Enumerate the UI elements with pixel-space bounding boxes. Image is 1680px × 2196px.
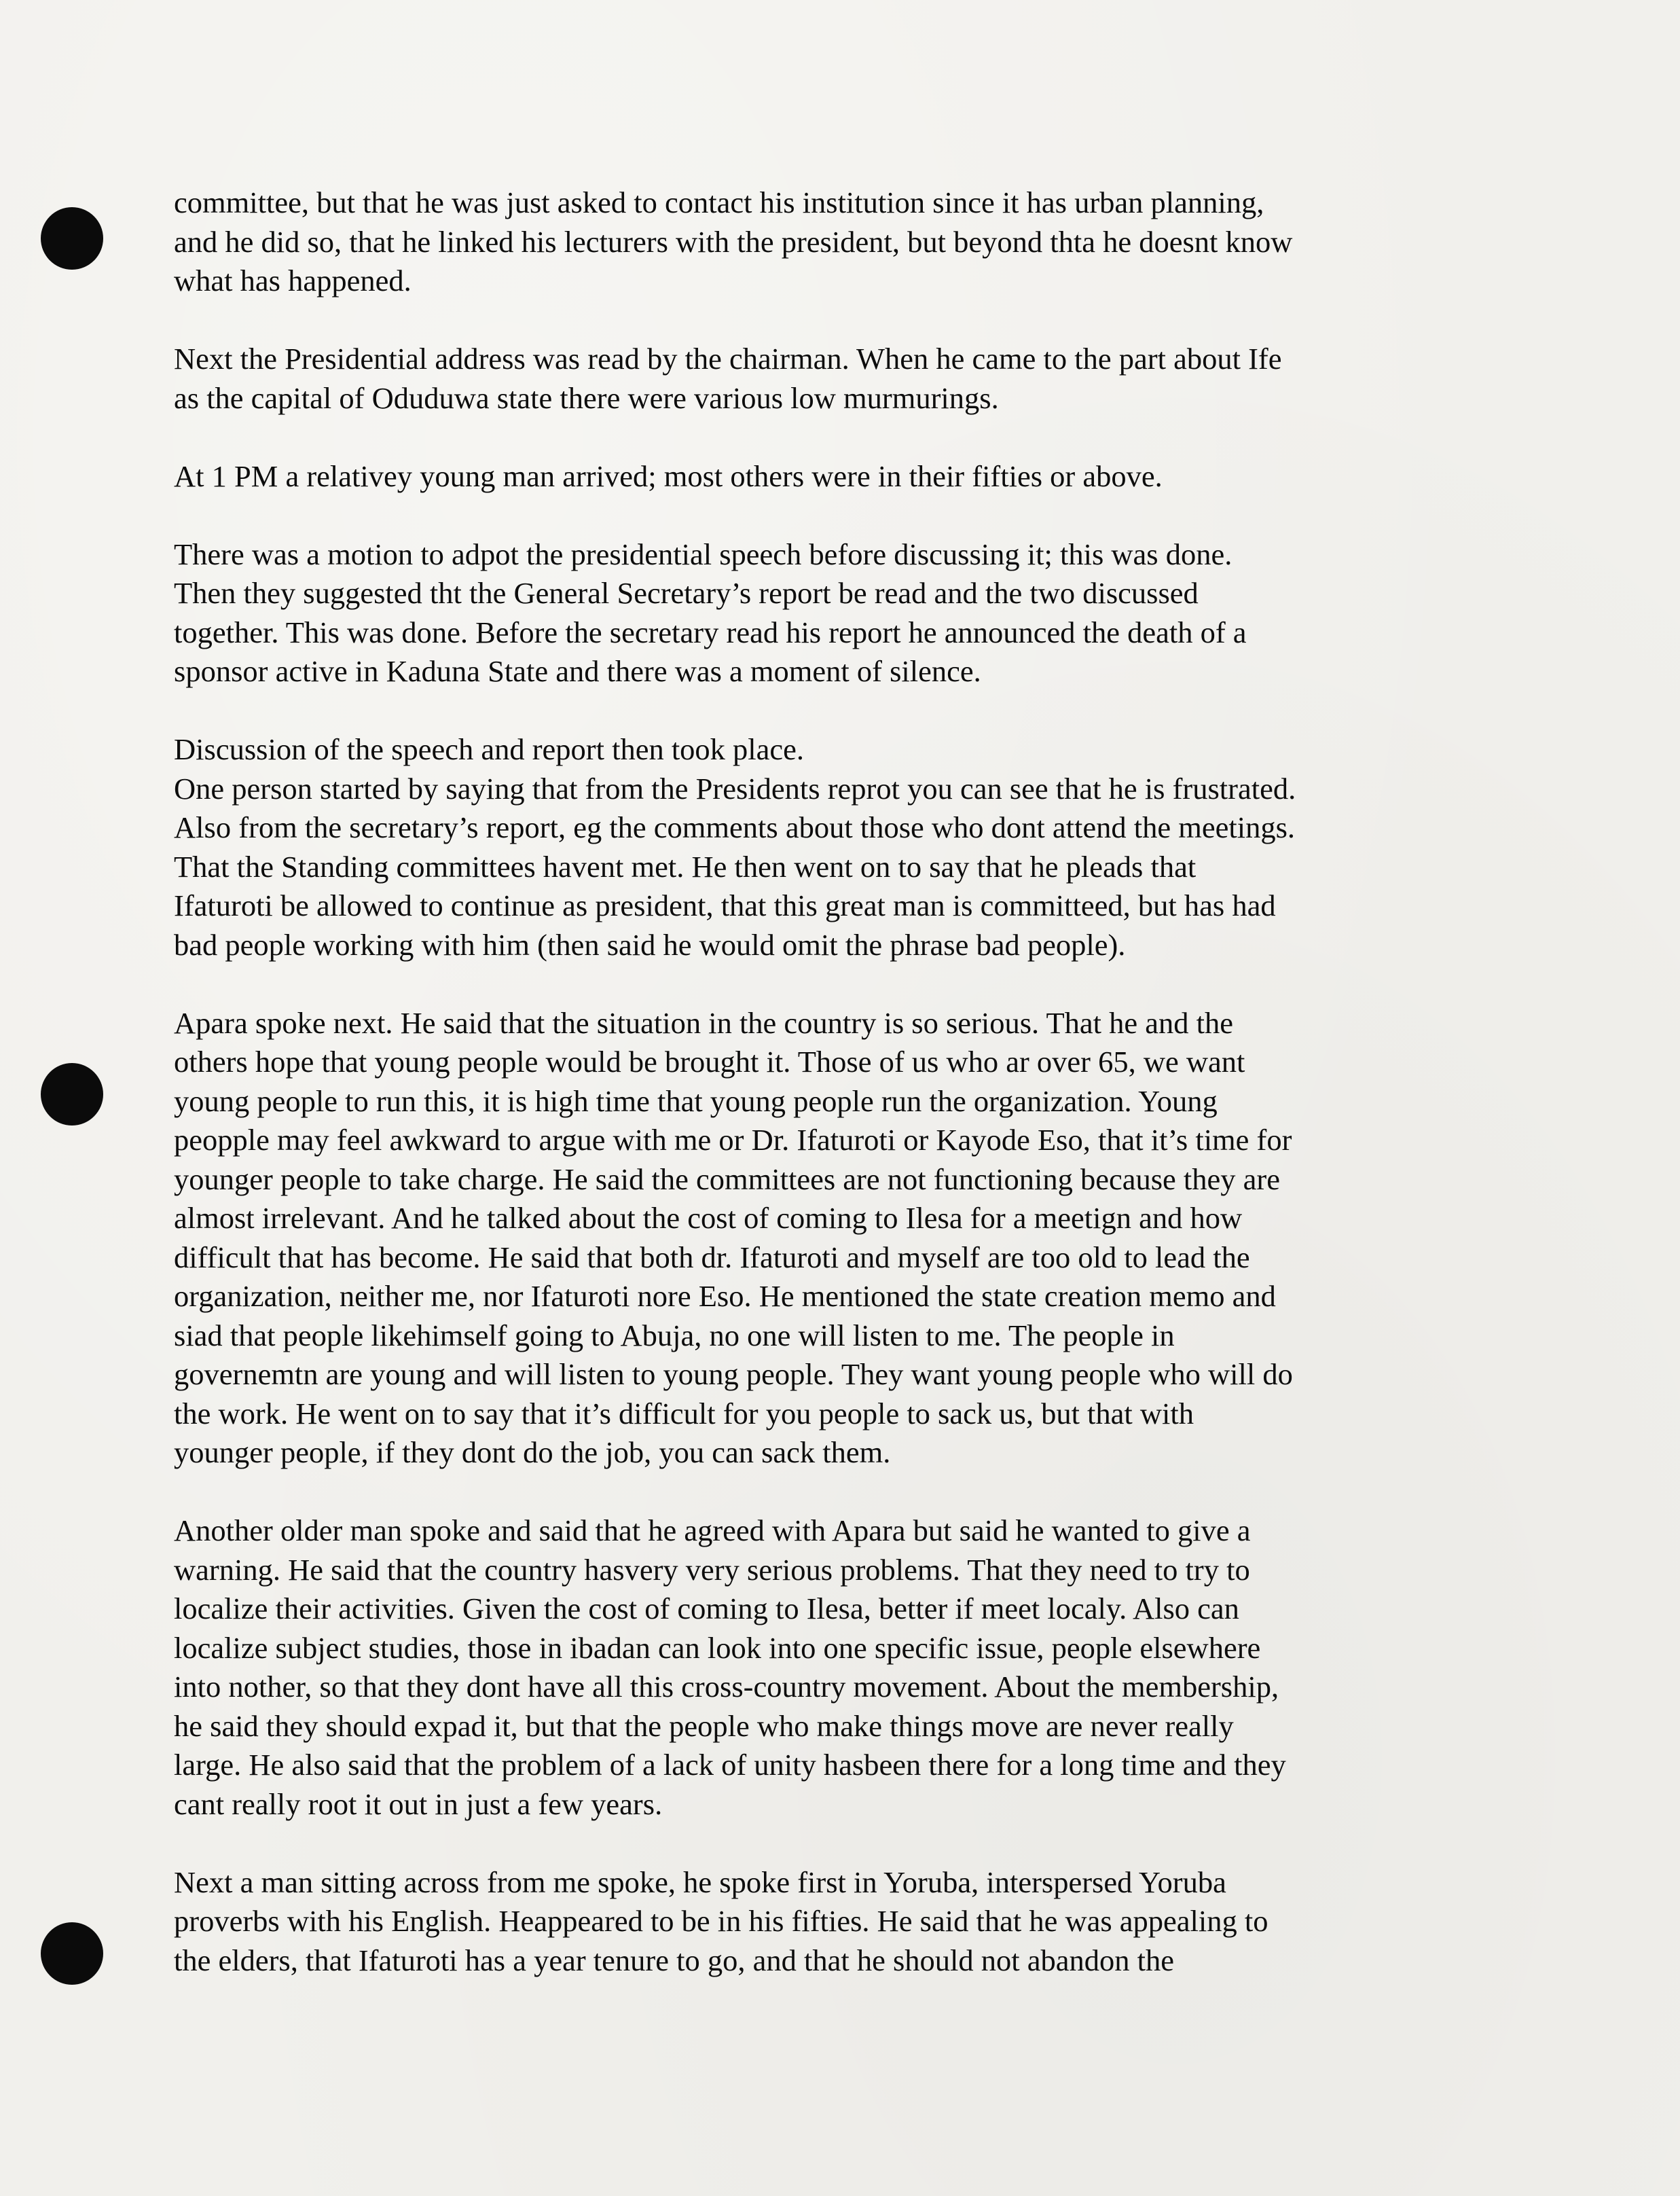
text-line: as the capital of Oduduwa state there were various low murmurings. [174, 380, 999, 415]
text-line: the work. He went on to say that it’s difficult for you people to sack us, but that with [174, 1396, 1194, 1430]
text-line: warning. He said that the country hasvery very serious problems. That they need to try to [174, 1552, 1250, 1587]
text-line: others hope that young people would be brought it. Those of us who ar over 65, we want [174, 1045, 1245, 1079]
text-line: proverbs with his English. Heappeared to be in his fifties. He said that he was appealing to [174, 1904, 1268, 1938]
document-body [174, 183, 1484, 1980]
text-line: Then they suggested tht the General Secretary’s report be read and the two discussed [174, 576, 1199, 610]
text-line: younger people to take charge. He said the committees are not functioning because they are [174, 1162, 1280, 1196]
text-line: the elders, that Ifaturoti has a year tenure to go, and that he should not abandon the [174, 1943, 1174, 1977]
paragraph-presidential-address [174, 340, 1484, 418]
binder-hole [41, 1922, 103, 1985]
paragraph-older-man [174, 1511, 1484, 1824]
paragraph-motion [174, 535, 1484, 691]
text-line: At 1 PM a relativey young man arrived; most others were in their fifties or above. [174, 458, 1163, 493]
text-line: Also from the secretary’s report, eg the comments about those who dont attend the meetings. [174, 810, 1296, 844]
paragraph-young-man-arrived [174, 457, 1484, 497]
text-line: Ifaturoti be allowed to continue as president, that this great man is committeed, but has had [174, 888, 1276, 922]
paragraph-apara [174, 1004, 1484, 1473]
text-line: One person started by saying that from the Presidents reprot you can see that he is frustrated. [174, 771, 1296, 806]
text-line: difficult that has become. He said that both dr. Ifaturoti and myself are too old to lead the [174, 1240, 1250, 1274]
text-line: organization, neither me, nor Ifaturoti nore Eso. He mentioned the state creation memo and [174, 1279, 1276, 1313]
text-line: peopple may feel awkward to argue with me or Dr. Ifaturoti or Kayode Eso, that it’s time for [174, 1123, 1292, 1157]
paragraph-committee [174, 183, 1484, 301]
binder-hole [41, 207, 103, 270]
text-line: almost irrelevant. And he talked about the cost of coming to Ilesa for a meetign and how [174, 1201, 1243, 1235]
text-line: localize subject studies, those in ibadan can look into one specific issue, people elsewhere [174, 1630, 1261, 1665]
text-line: Next the Presidential address was read by the chairman. When he came to the part about Ife [174, 342, 1282, 376]
text-line: and he did so, that he linked his lecturers with the president, but beyond thta he doesnt know [174, 224, 1293, 259]
text-line: That the Standing committees havent met. He then went on to say that he pleads that [174, 849, 1197, 884]
text-line: bad people working with him (then said he would omit the phrase bad people). [174, 927, 1126, 962]
paragraph-yoruba-speaker [174, 1863, 1484, 1981]
binder-hole [41, 1063, 103, 1126]
text-line: younger people, if they dont do the job, you can sack them. [174, 1435, 891, 1469]
text-line: he said they should expad it, but that the people who make things move are never really [174, 1708, 1234, 1743]
text-line: localize their activities. Given the cost of coming to Ilesa, better if meet localy. Also can [174, 1591, 1239, 1625]
text-line: sponsor active in Kaduna State and there was a moment of silence. [174, 654, 981, 688]
text-line: what has happened. [174, 264, 412, 298]
paragraph-discussion [174, 730, 1484, 770]
text-line: large. He also said that the problem of a lack of unity hasbeen there for a long time and they [174, 1748, 1286, 1782]
text-line: governemtn are young and will listen to young people. They want young people who will do [174, 1357, 1293, 1391]
text-line: Next a man sitting across from me spoke, he spoke first in Yoruba, interspersed Yoruba [174, 1865, 1226, 1899]
paragraph-first-speaker [174, 770, 1484, 965]
text-line: siad that people likehimself going to Abuja, no one will listen to me. The people in [174, 1318, 1175, 1352]
text-line: together. This was done. Before the secretary read his report he announced the death of a [174, 615, 1247, 649]
text-line: into nother, so that they dont have all this cross-country movement. About the membership, [174, 1670, 1279, 1704]
text-line: Another older man spoke and said that he agreed with Apara but said he wanted to give a [174, 1513, 1251, 1547]
text-line: committee, but that he was just asked to contact his institution since it has urban planning, [174, 185, 1264, 219]
text-line: young people to run this, it is high time that young people run the organization. Young [174, 1083, 1218, 1118]
text-line: Apara spoke next. He said that the situation in the country is so serious. That he and the [174, 1005, 1234, 1040]
text-line: Discussion of the speech and report then took place. [174, 732, 805, 766]
text-line: cant really root it out in just a few years. [174, 1786, 663, 1821]
text-line: There was a motion to adpot the presidential speech before discussing it; this was done. [174, 537, 1232, 571]
